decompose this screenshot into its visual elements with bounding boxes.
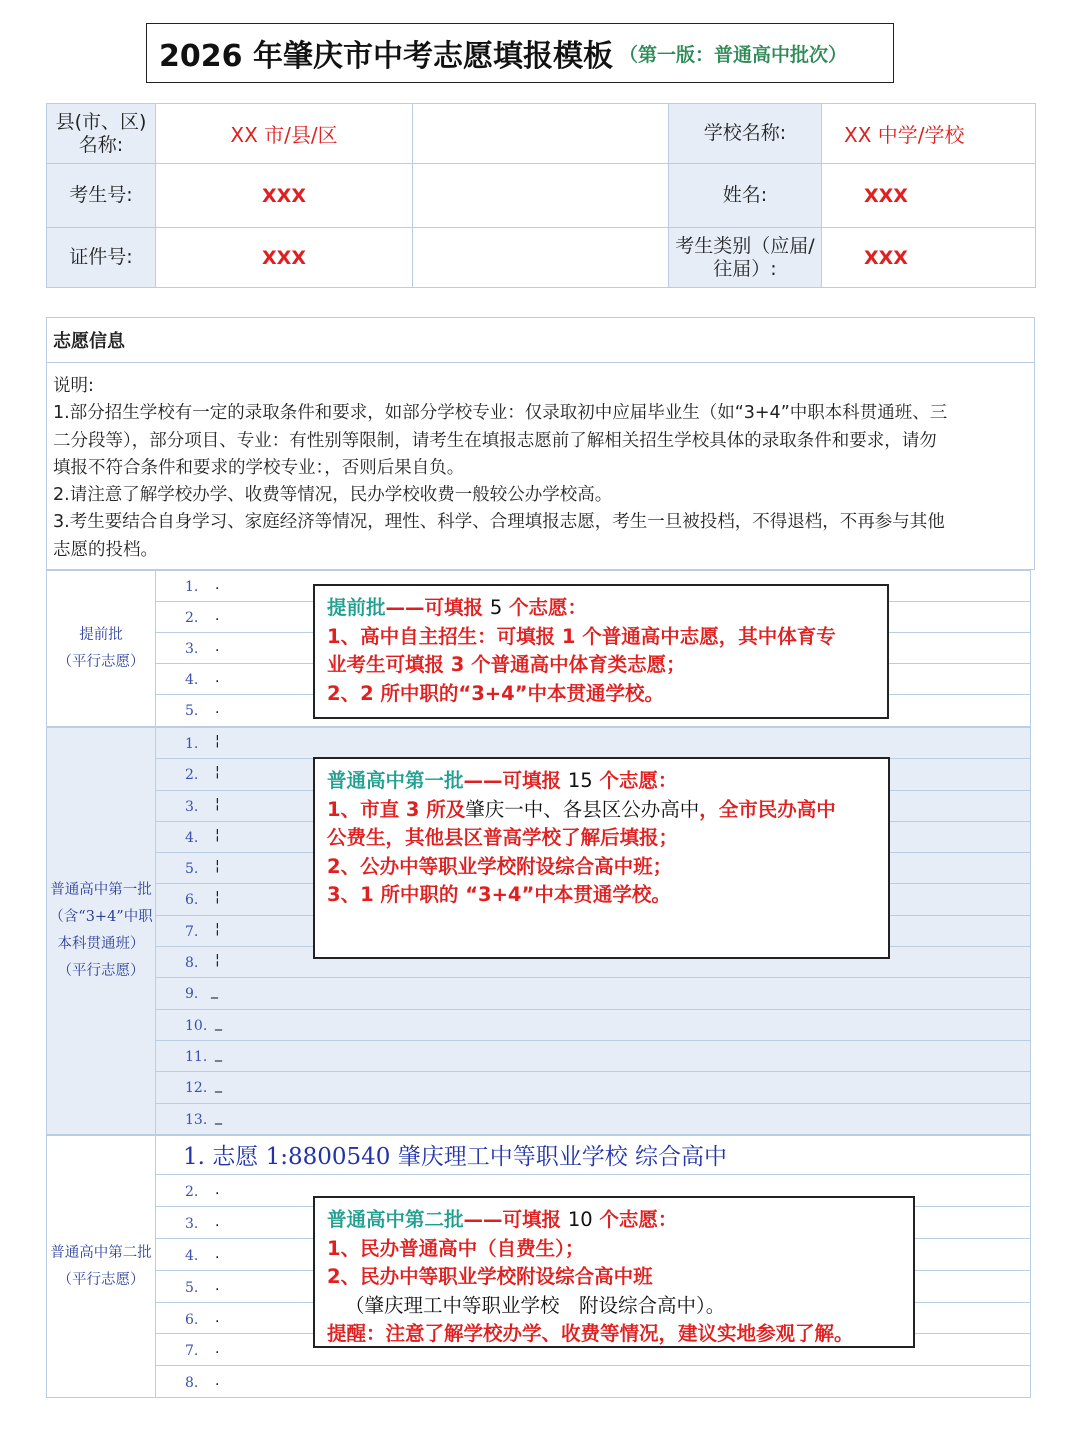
- batch-label-line: （平行志愿）: [57, 1271, 145, 1288]
- row-number: 5.: [185, 703, 199, 719]
- callout-line: 肇庆一中、各县区公办高中: [465, 797, 700, 821]
- callout-line: （肇庆理工中等职业学校 附设综合高中）。: [345, 1293, 726, 1317]
- note-line: 2.请注意了解学校办学、收费等情况，民办学校收费一般较公办学校高。: [53, 485, 613, 506]
- school-label: 学校名称:: [669, 104, 822, 164]
- type-label: 考生类别（应届/往届）:: [669, 228, 822, 288]
- callout-title: 个志愿：: [592, 769, 678, 792]
- row-number: 4.: [185, 672, 199, 688]
- choice-row[interactable]: [155, 1104, 1030, 1135]
- row-number: 4.: [185, 829, 199, 846]
- exam-no-value[interactable]: XXX: [156, 164, 413, 228]
- row-blank: .: [215, 1213, 220, 1230]
- batch-label-line: 提前批: [79, 626, 123, 643]
- callout-title: 个志愿：: [592, 1208, 678, 1231]
- batch-label-line: 普通高中第二批: [50, 1244, 152, 1261]
- note-line: 说明:: [53, 376, 94, 396]
- callout-title: ——可填报: [385, 596, 490, 619]
- row-number: 9.: [185, 986, 199, 1003]
- name-label: 姓名:: [669, 164, 822, 228]
- row-number: 2.: [185, 1184, 199, 1200]
- row-number: 6.: [185, 892, 199, 909]
- county-label: 县(市、区) 名称:: [47, 104, 156, 164]
- row-blank: .: [215, 608, 220, 624]
- row-blank: _: [215, 1108, 222, 1125]
- row-number: 5.: [185, 861, 199, 878]
- callout-line: 公费生，其他县区普高学校了解后填报；: [327, 826, 679, 850]
- row-blank: .: [215, 1277, 220, 1294]
- row-blank: _: [215, 1077, 222, 1094]
- row-number: 5.: [185, 1279, 199, 1296]
- batch-label-line: 本科贯通班）: [57, 936, 145, 952]
- row-number: 12.: [185, 1080, 208, 1097]
- batch-label-line: （平行志愿）: [57, 963, 145, 979]
- row-number: 8.: [185, 1375, 199, 1392]
- callout-line: 2、公办中等职业学校附设综合高中班；: [327, 854, 673, 878]
- callout-title: ——可填报: [463, 769, 568, 792]
- type-value[interactable]: XXX: [822, 228, 1036, 288]
- id-value[interactable]: XXX: [156, 228, 413, 288]
- callout-line: 3、1 所中职的 “3+4”中本贯通学校。: [327, 883, 671, 907]
- callout-title: 普通高中第一批: [327, 769, 464, 792]
- callout-line: 1、民办普通高中（自费生）；: [327, 1236, 585, 1260]
- row-number: 3.: [185, 641, 199, 657]
- callout-title: ——可填报: [463, 1208, 568, 1231]
- row-blank: .: [215, 701, 220, 717]
- row-number: 4.: [185, 1247, 199, 1264]
- choice-row[interactable]: [155, 978, 1030, 1009]
- id-label: 证件号:: [47, 228, 156, 288]
- row-blank: ¦: [215, 795, 220, 812]
- row-blank: ¦: [215, 733, 220, 749]
- row-blank: ¦: [215, 826, 220, 843]
- row-number: 8.: [185, 955, 199, 972]
- choice-row[interactable]: [155, 1041, 1030, 1072]
- county-value[interactable]: XX 市/县/区: [156, 104, 413, 164]
- page-title: 2026 年肇庆市中考志愿填报模板: [159, 39, 613, 74]
- batch-label-line: 普通高中第一批: [50, 882, 152, 898]
- row-blank: .: [215, 1309, 220, 1326]
- callout-first: [313, 757, 890, 959]
- row-blank: _: [215, 1014, 222, 1031]
- row-number: 6.: [185, 1311, 199, 1328]
- note-line: 志愿的投档。: [53, 539, 158, 560]
- row-blank: .: [215, 1245, 220, 1262]
- batch-first-label: [47, 728, 156, 1134]
- school-value[interactable]: XX 中学/学校: [822, 104, 1036, 164]
- choice-row[interactable]: [155, 1072, 1030, 1103]
- callout-line: 1、市直 3 所及: [327, 797, 466, 821]
- student-info-table: [46, 103, 1036, 288]
- note-line: 1.部分招生学校有一定的录取条件和要求，如部分学校专业：仅录取初中应届毕业生（如“3+4”中职本科贯通班、三: [53, 403, 948, 424]
- row-number: 3.: [185, 1215, 199, 1232]
- choice-row[interactable]: [155, 1010, 1030, 1041]
- row-blank: _: [211, 983, 218, 1000]
- callout-title: 提前批: [327, 596, 386, 619]
- choice-row-filled[interactable]: [155, 1136, 1030, 1175]
- note-line: 3.考生要结合自身学习、家庭经济等情况，理性、科学、合理填报志愿，考生一旦被投档，不得退档，不再参与其他: [53, 512, 945, 533]
- callout-count: 15: [567, 769, 593, 792]
- callout-count: 5: [489, 596, 503, 619]
- callout-second: [313, 1196, 915, 1348]
- blank-cell: [413, 228, 669, 288]
- choice-row[interactable]: [155, 728, 1030, 759]
- row-blank: ¦: [215, 858, 220, 875]
- note-line: 二分段等），部分项目、专业：有性别等限制，请考生在填报志愿前了解相关招生学校具体的录取条件和要求，请勿: [53, 430, 937, 451]
- row-blank: .: [215, 1182, 220, 1198]
- name-value[interactable]: XXX: [822, 164, 1036, 228]
- exam-no-label: 考生号:: [47, 164, 156, 228]
- row-blank: ¦: [215, 920, 220, 937]
- row-blank: _: [215, 1045, 222, 1062]
- title-box: [146, 23, 894, 83]
- row-blank: ¦: [215, 889, 220, 906]
- blank-cell: [413, 164, 669, 228]
- row-number: 2.: [185, 767, 199, 784]
- batch-second-label: [47, 1136, 156, 1397]
- row-number: 11.: [185, 1048, 208, 1065]
- callout-line: 2、民办中等职业学校附设综合高中班: [327, 1265, 653, 1289]
- notes-panel: [46, 317, 1035, 570]
- callout-line: ，全市民办高中: [699, 797, 836, 821]
- choice-row[interactable]: [155, 1366, 1030, 1398]
- row-blank: .: [215, 1341, 220, 1358]
- row-number: 7.: [185, 923, 199, 940]
- row-number: 10.: [185, 1017, 208, 1034]
- callout-line: 1、高中自主招生：可填报 1 个普通高中志愿，其中体育专: [327, 624, 836, 648]
- notes-heading: 志愿信息: [47, 318, 1034, 363]
- row-number: 3.: [185, 798, 199, 815]
- batch-label-line: （平行志愿）: [57, 653, 145, 670]
- page-subtitle: （第一版：普通高中批次）: [618, 43, 847, 66]
- row-number: 1.: [185, 736, 199, 752]
- row-number: 2.: [185, 610, 199, 626]
- note-line: 填报不符合条件和要求的学校专业：，否则后果自负。: [53, 457, 465, 478]
- callout-line: 提醒：注意了解学校办学、收费等情况，建议实地参观了解。: [327, 1322, 854, 1346]
- row-blank: ¦: [215, 952, 220, 969]
- batch-early-label: [47, 571, 156, 726]
- row-blank: .: [215, 670, 220, 686]
- callout-title: 普通高中第二批: [327, 1208, 464, 1231]
- callout-early: [313, 584, 889, 719]
- row-number: 7.: [185, 1343, 199, 1360]
- row-blank: .: [215, 577, 220, 593]
- filled-choice: 1. 志愿 1:8800540 肇庆理工中等职业学校 综合高中: [183, 1144, 728, 1170]
- row-blank: .: [215, 1373, 220, 1390]
- row-number: 1.: [185, 579, 199, 595]
- callout-line: 2、2 所中职的“3+4”中本贯通学校。: [327, 681, 665, 705]
- row-blank: .: [215, 639, 220, 655]
- batch-label-line: （含“3+4”中职: [49, 909, 153, 925]
- row-number: 13.: [185, 1111, 208, 1128]
- callout-count: 10: [567, 1208, 593, 1231]
- callout-line: 业考生可填报 3 个普通高中体育类志愿；: [327, 653, 686, 677]
- callout-title: 个志愿：: [502, 596, 588, 619]
- row-blank: ¦: [215, 764, 220, 781]
- blank-cell: [413, 104, 669, 164]
- notes-body: [47, 363, 1034, 564]
